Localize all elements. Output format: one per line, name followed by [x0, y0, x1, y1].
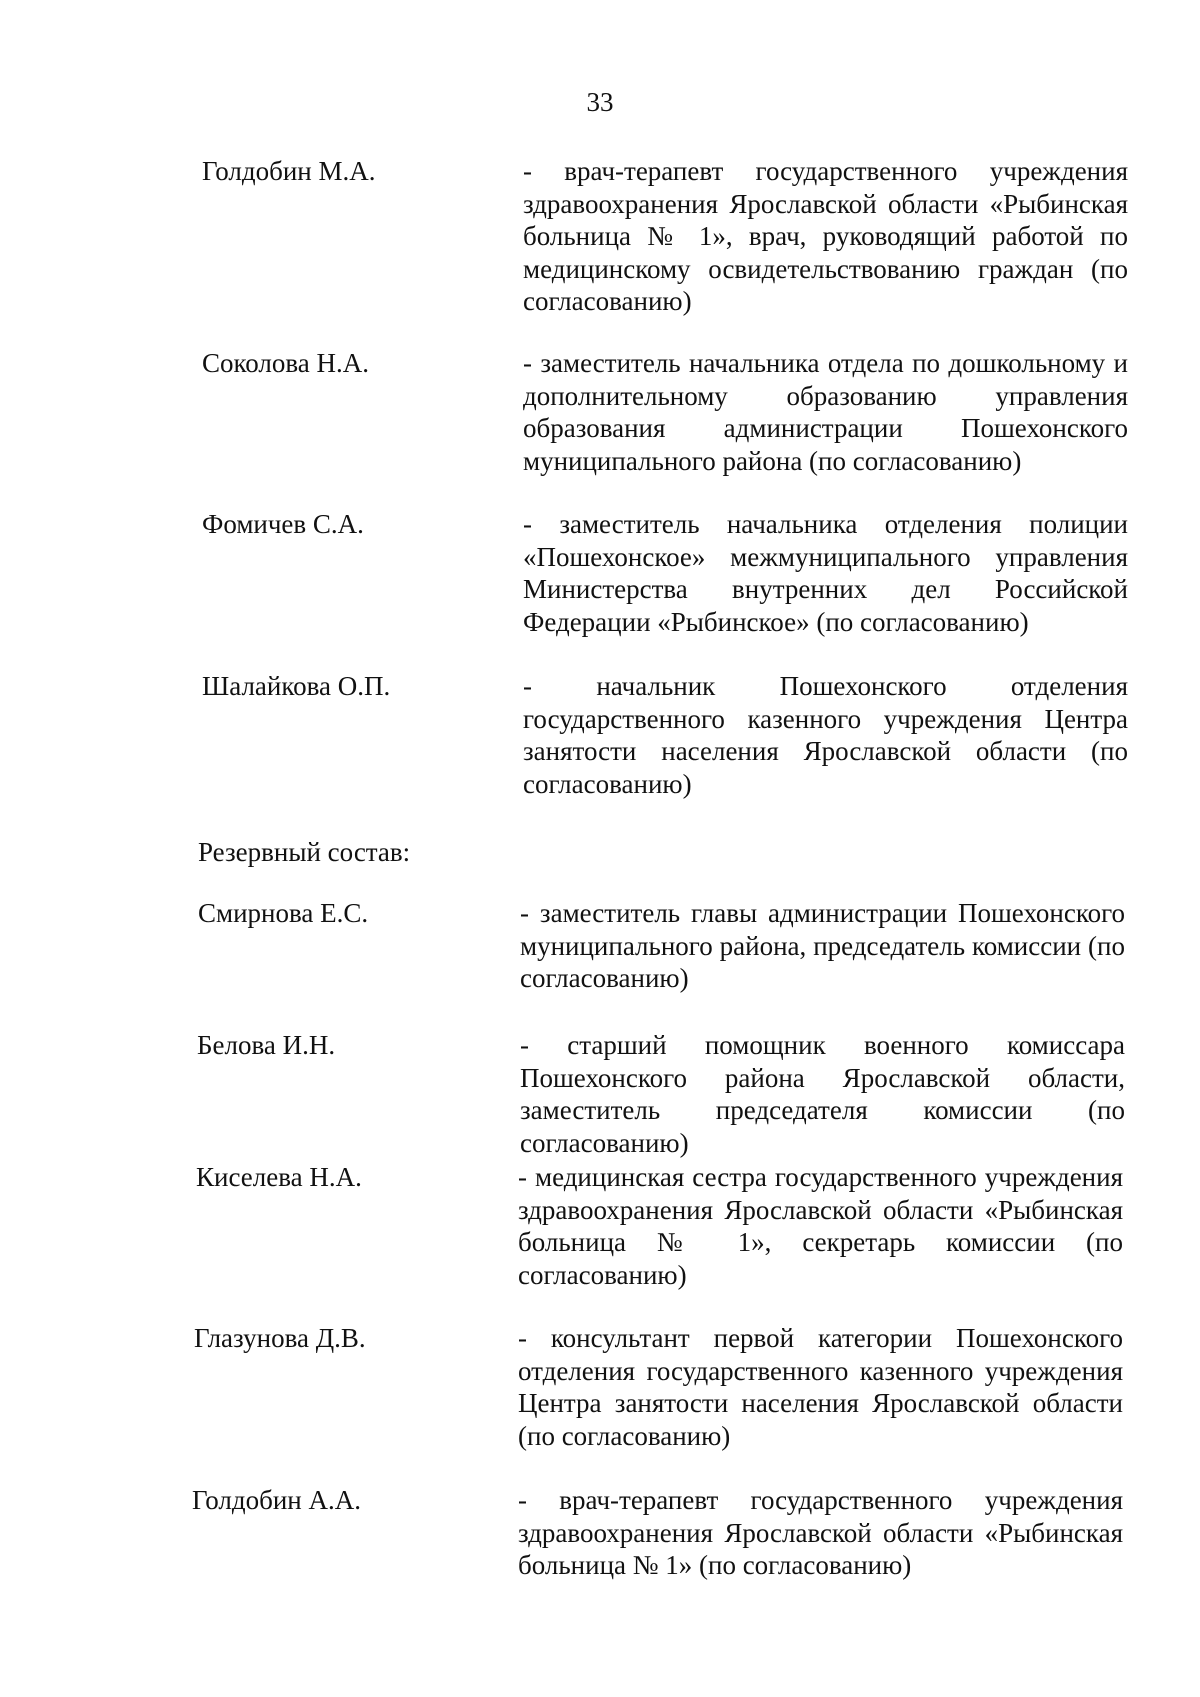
member-name: Соколова Н.А. [202, 348, 369, 378]
member-name: Фомичев С.А. [202, 509, 364, 539]
page-number: 33 [586, 87, 614, 117]
member-name: Голдобин А.А. [192, 1485, 361, 1515]
reserve-section-heading: Резервный состав: [198, 837, 411, 867]
member-description: - заместитель начальника отдела по дошкольному и дополнительному образованию управления образования администрации Пошехонского муниципального района (по согласованию) [523, 348, 1128, 476]
member-description: - врач-терапевт государственного учреждения здравоохранения Ярославской области «Рыбинская больница № 1», врач, руководящий работой по медицинскому освидетельствованию граждан (по согласованию) [523, 156, 1128, 316]
member-description: - старший помощник военного комиссара Пошехонского района Ярославской области, заместитель председателя комиссии (по согласованию) [520, 1030, 1125, 1158]
member-description: - начальник Пошехонского отделения государственного казенного учреждения Центра занятости населения Ярославской области (по согласованию) [523, 671, 1128, 799]
member-description: - консультант первой категории Пошехонского отделения государственного казенного учреждения Центра занятости населения Ярославской области (по согласованию) [518, 1323, 1123, 1451]
member-description: - врач-терапевт государственного учреждения здравоохранения Ярославской области «Рыбинская больница № 1» (по согласованию) [518, 1485, 1123, 1580]
member-description: - заместитель начальника отделения полиции «Пошехонское» межмуниципального управления Министерства внутренних дел Российской Федерации «Рыбинское» (по согласованию) [523, 509, 1128, 637]
member-name: Голдобин М.А. [202, 156, 376, 186]
member-name: Киселева Н.А. [196, 1162, 362, 1192]
member-name: Белова И.Н. [197, 1030, 336, 1060]
member-name: Глазунова Д.В. [194, 1323, 366, 1353]
member-name: Смирнова Е.С. [198, 898, 369, 928]
member-description: - заместитель главы администрации Пошехонского муниципального района, председатель комиссии (по согласованию) [520, 898, 1125, 993]
member-name: Шалайкова О.П. [202, 671, 391, 701]
member-description: - медицинская сестра государственного учреждения здравоохранения Ярославской области «Рыбинская больница № 1», секретарь комиссии (по согласованию) [518, 1162, 1123, 1290]
